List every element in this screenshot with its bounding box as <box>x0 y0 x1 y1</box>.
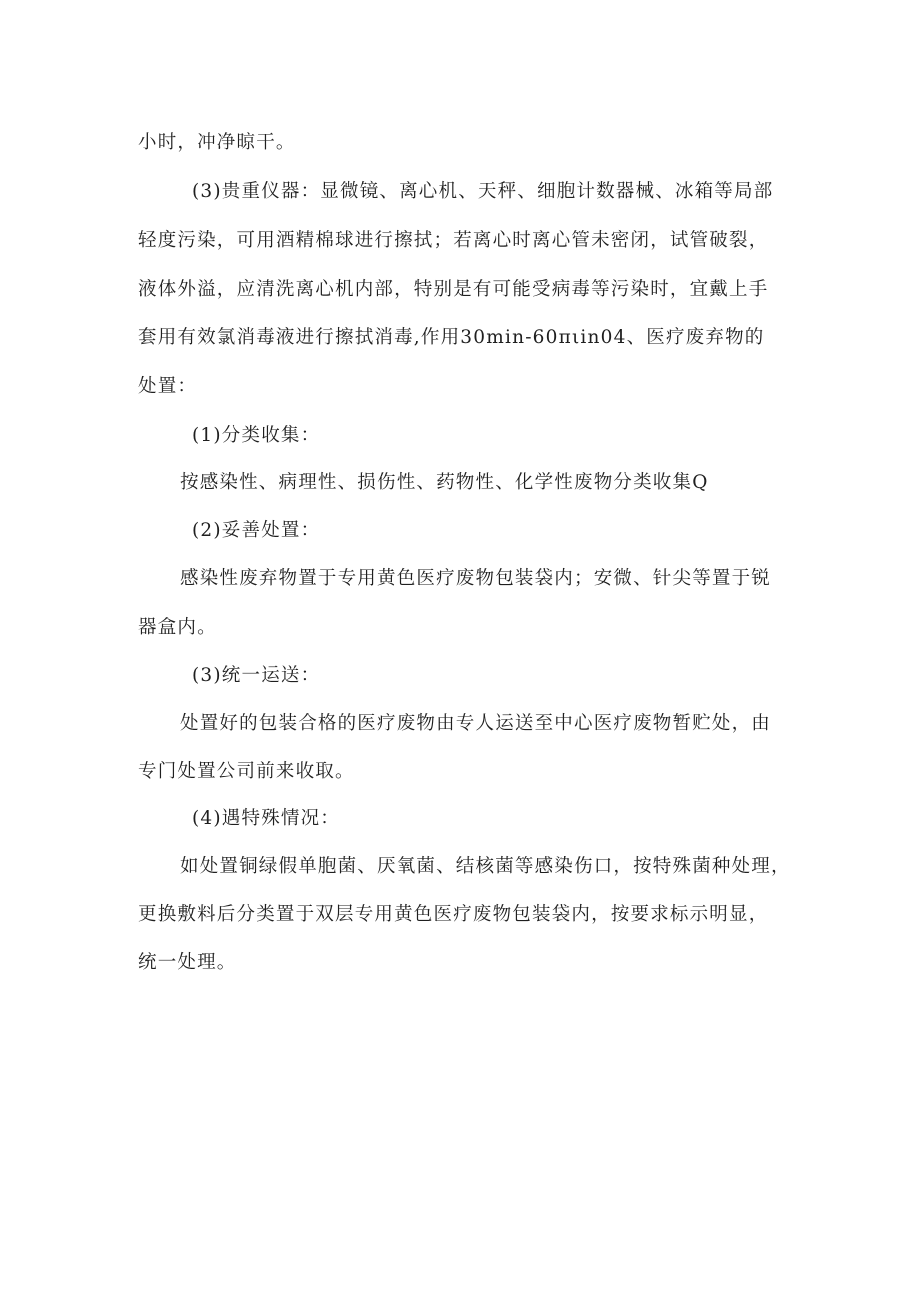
text-line-17: 更换敷料后分类置于双层专用黄色医疗废物包装袋内，按要求标示明显， <box>138 904 769 925</box>
text-line-3: 轻度污染，可用酒精棉球进行擦拭；若离心时离心管未密闭，试管破裂， <box>138 230 769 251</box>
text-line-14: 专门处置公司前来收取。 <box>138 761 355 782</box>
text-line-16: 如处置铜绿假单胞菌、厌氧菌、结核菌等感染伤口，按特殊菌种处理， <box>180 856 791 877</box>
text-line-11: 器盒内。 <box>138 617 217 638</box>
text-line-18: 统一处理。 <box>138 952 237 973</box>
text-line-12: (3)统一运送： <box>192 665 321 686</box>
text-line-10: 感染性废弃物置于专用黄色医疗废物包装袋内；安微、针尖等置于锐 <box>180 568 772 589</box>
text-line-6: 处置： <box>138 376 198 397</box>
text-line-2: (3)贵重仪器：显微镜、离心机、天秤、细胞计数器械、冰箱等局部 <box>192 181 774 202</box>
text-line-8: 按感染性、病理性、损伤性、药物性、化学性废物分类收集Q <box>180 472 709 493</box>
text-line-15: (4)遇特殊情况： <box>192 808 341 829</box>
text-line-1: 小时，冲净晾干。 <box>138 132 296 153</box>
text-line-9: (2)妥善处置： <box>192 520 321 541</box>
text-line-4: 液体外溢，应清洗离心机内部，特别是有可能受病毒等污染时，宜戴上手 <box>138 279 769 300</box>
text-line-7: (1)分类收集： <box>192 425 321 446</box>
text-line-13: 处置好的包装合格的医疗废物由专人运送至中心医疗废物暂贮处，由 <box>180 713 772 734</box>
text-line-5: 套用有效氯消毒液进行擦拭消毒,作用30min-60πιin04、医疗废弃物的 <box>138 327 765 348</box>
